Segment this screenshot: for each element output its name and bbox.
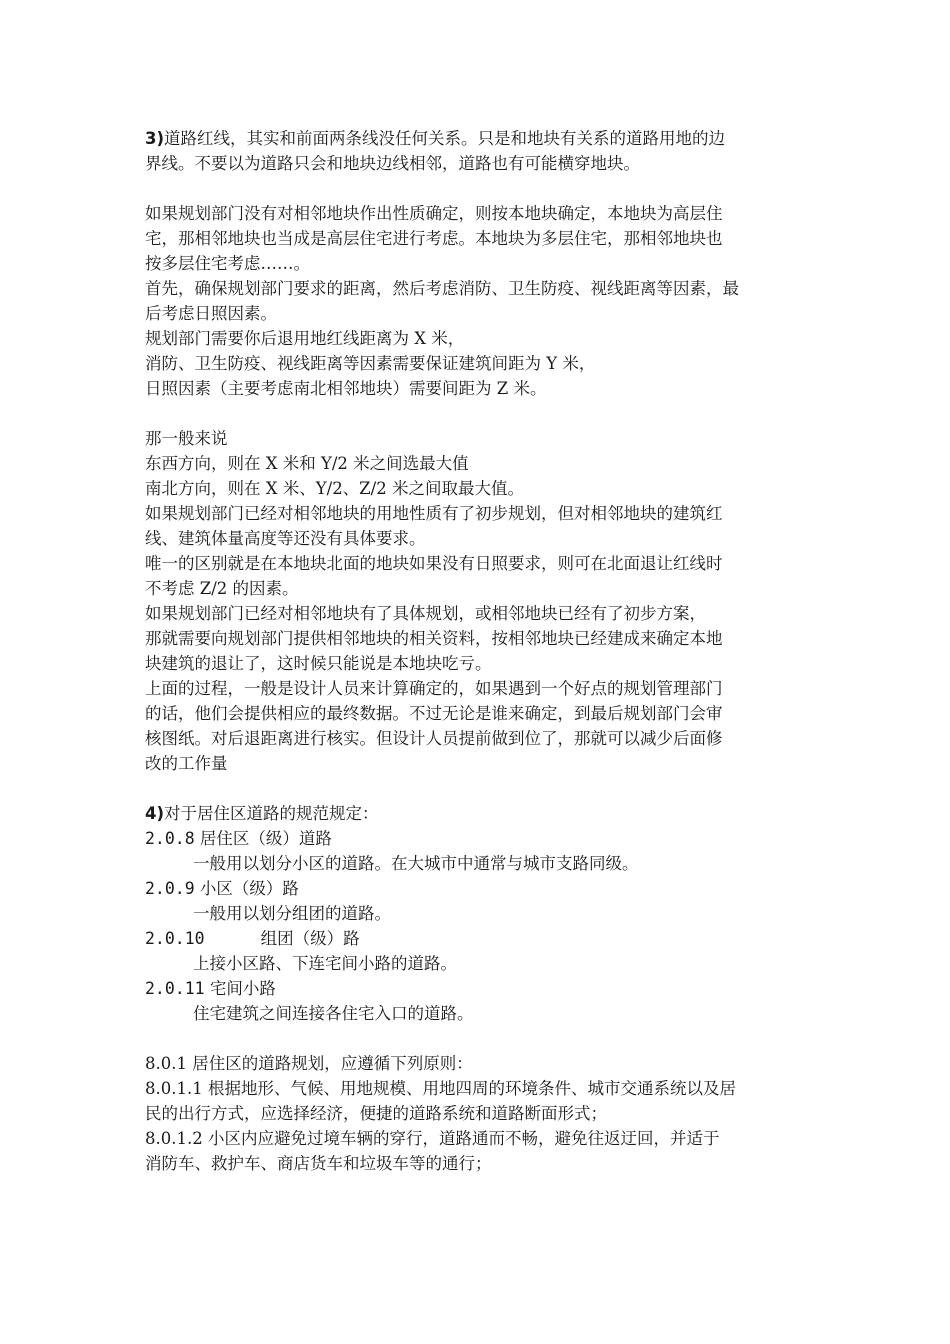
paragraph-line: 块建筑的退让了，这时候只能说是本地块吃亏。 — [145, 654, 492, 673]
paragraph-line: 东西方向，则在 X 米和 Y/2 米之间选最大值 — [145, 454, 469, 473]
section-3-line-1 — [145, 126, 815, 151]
paragraph-gap — [145, 1026, 815, 1051]
section-3-text: 道路红线，其实和前面两条线没任何关系。只是和地块有关系的道路用地的边 — [164, 129, 726, 148]
paragraph-line: 南北方向，则在 X 米、Y/2、Z/2 米之间取最大值。 — [145, 479, 524, 498]
paragraph-line: 宅，那相邻地块也当成是高层住宅进行考虑。本地块为多层住宅，那相邻地块也 — [145, 229, 723, 248]
paragraph-line: 8.0.1.1 根据地形、气候、用地规模、用地四周的环境条件、城市交通系统以及居 — [145, 1079, 736, 1098]
paragraph-line: 8.0.1.2 小区内应避免过境车辆的穿行，道路通而不畅，避免往返迂回，并适于 — [145, 1129, 720, 1148]
paragraph-line: 民的出行方式，应选择经济，便捷的道路系统和道路断面形式； — [145, 1104, 607, 1123]
paragraph-gap — [145, 401, 815, 426]
paragraph-line: 规划部门需要你后退用地红线距离为 X 米， — [145, 329, 465, 348]
clause-code: 2.0.10 — [145, 929, 205, 948]
paragraph-line: 按多层住宅考虑……。 — [145, 254, 310, 273]
paragraph-line: 唯一的区别就是在本地块北面的地块如果没有日照要求，则可在北面退让红线时 — [145, 554, 723, 573]
clause-code: 2.0.8 — [145, 829, 195, 848]
paragraph-line: 如果规划部门没有对相邻地块作出性质确定，则按本地块确定，本地块为高层住 — [145, 204, 723, 223]
clause-code: 2.0.9 — [145, 879, 195, 898]
clause-name: 居住区（级）道路 — [199, 829, 332, 848]
paragraph-line: 线、建筑体量高度等还没有具体要求。 — [145, 529, 426, 548]
clause-name: 小区（级）路 — [199, 879, 299, 898]
paragraph-line: 改的工作量 — [145, 754, 228, 773]
clause-description: 一般用以划分组团的道路。 — [193, 904, 391, 923]
paragraph-line: 消防车、救护车、商店货车和垃圾车等的通行； — [145, 1154, 492, 1173]
clause-heading — [145, 926, 815, 951]
clause-name: 宅间小路 — [209, 979, 276, 998]
clause-name: 组团（级）路 — [260, 929, 360, 948]
paragraph-gap — [145, 176, 815, 201]
document-page — [145, 126, 815, 1176]
section-4-heading — [145, 801, 815, 826]
section-3-line-2: 界线。不要以为道路只会和地块边线相邻，道路也有可能横穿地块。 — [145, 154, 640, 173]
clause-heading — [145, 876, 815, 901]
paragraph-line: 首先，确保规划部门要求的距离，然后考虑消防、卫生防疫、视线距离等因素，最 — [145, 279, 739, 298]
clause-description: 上接小区路、下连宅间小路的道路。 — [193, 954, 457, 973]
paragraph-line: 如果规划部门已经对相邻地块有了具体规划，或相邻地块已经有了初步方案， — [145, 604, 706, 623]
section-4-title: 对于居住区道路的规范规定： — [164, 804, 379, 823]
clause-heading — [145, 826, 815, 851]
paragraph-line: 上面的过程，一般是设计人员来计算确定的，如果遇到一个好点的规划管理部门 — [145, 679, 723, 698]
paragraph-line: 后考虑日照因素。 — [145, 304, 277, 323]
clause-description: 一般用以划分小区的道路。在大城市中通常与城市支路同级。 — [193, 854, 639, 873]
paragraph-line: 那就需要向规划部门提供相邻地块的相关资料，按相邻地块已经建成来确定本地 — [145, 629, 723, 648]
paragraph-line: 那一般来说 — [145, 429, 228, 448]
paragraph-gap — [145, 776, 815, 801]
paragraph-line: 不考虑 Z/2 的因素。 — [145, 579, 299, 598]
section-4-number: 4) — [145, 804, 165, 823]
clause-description: 住宅建筑之间连接各住宅入口的道路。 — [193, 1004, 474, 1023]
clause-heading — [145, 976, 815, 1001]
paragraph-line: 消防、卫生防疫、视线距离等因素需要保证建筑间距为 Y 米， — [145, 354, 596, 373]
paragraph-line: 的话，他们会提供相应的最终数据。不过无论是谁来确定，到最后规划部门会审 — [145, 704, 723, 723]
paragraph-line: 日照因素（主要考虑南北相邻地块）需要间距为 Z 米。 — [145, 379, 547, 398]
paragraph-line: 核图纸。对后退距离进行核实。但设计人员提前做到位了，那就可以减少后面修 — [145, 729, 723, 748]
section-3-number: 3) — [145, 129, 165, 148]
clause-code: 2.0.11 — [145, 979, 205, 998]
paragraph-line: 如果规划部门已经对相邻地块的用地性质有了初步规划，但对相邻地块的建筑红 — [145, 504, 723, 523]
paragraph-line: 8.0.1 居住区的道路规划，应遵循下列原则： — [145, 1054, 473, 1073]
